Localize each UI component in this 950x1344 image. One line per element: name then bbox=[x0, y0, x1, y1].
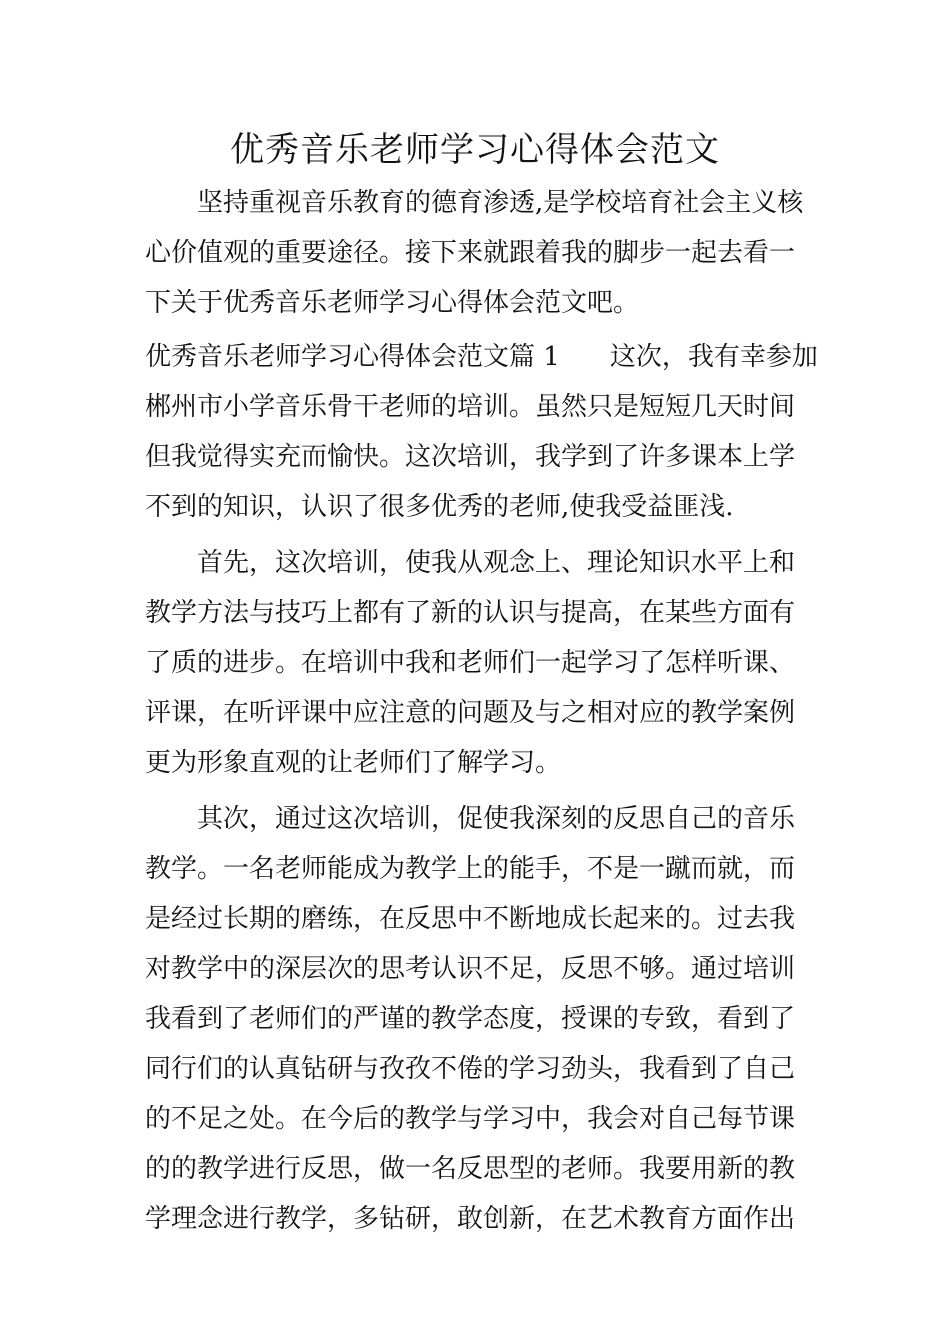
document-title: 优秀音乐老师学习心得体会范文 bbox=[230, 130, 720, 170]
section-paragraph bbox=[145, 332, 818, 532]
paragraph-line: 教学方法与技巧上都有了新的认识与提高，在某些方面有 bbox=[145, 598, 796, 628]
paragraph-line: 但我觉得实充而愉快。这次培训，我学到了许多课本上学 bbox=[145, 442, 796, 472]
intro-paragraph bbox=[145, 178, 810, 328]
paragraph-first bbox=[145, 538, 810, 788]
section-first-line bbox=[145, 332, 818, 382]
intro-line: 坚持重视音乐教育的德育渗透,是学校培育社会主义核 bbox=[197, 188, 804, 218]
paragraph-line: 对教学中的深层次的思考认识不足，反思不够。通过培训 bbox=[145, 954, 796, 984]
paragraph-line: 同行们的认真钻研与孜孜不倦的学习劲头，我看到了自己 bbox=[145, 1054, 796, 1084]
paragraph-line: 首先，这次培训，使我从观念上、理论知识水平上和 bbox=[197, 548, 796, 578]
intro-line: 心价值观的重要途径。接下来就跟着我的脚步一起去看一 bbox=[145, 238, 796, 268]
section-first-line-text: 这次，我有幸参加 bbox=[609, 342, 818, 372]
paragraph-line: 了质的进步。在培训中我和老师们一起学习了怎样听课、 bbox=[145, 648, 796, 678]
paragraph-line: 学理念进行教学，多钻研，敢创新，在艺术教育方面作出 bbox=[145, 1204, 796, 1234]
paragraph-line: 的不足之处。在今后的教学与学习中，我会对自己每节课 bbox=[145, 1104, 796, 1134]
section-heading: 优秀音乐老师学习心得体会范文篇 1 bbox=[145, 342, 560, 372]
paragraph-line: 的的教学进行反思，做一名反思型的老师。我要用新的教 bbox=[145, 1154, 796, 1184]
paragraph-line: 是经过长期的磨练，在反思中不断地成长起来的。过去我 bbox=[145, 904, 796, 934]
paragraph-line: 更为形象直观的让老师们了解学习。 bbox=[145, 748, 562, 778]
paragraph-line: 不到的知识，认识了很多优秀的老师,使我受益匪浅. bbox=[145, 492, 734, 522]
paragraph-second bbox=[145, 794, 810, 1244]
document-body bbox=[145, 178, 818, 1244]
paragraph-line: 我看到了老师们的严谨的教学态度，授课的专致，看到了 bbox=[145, 1004, 796, 1034]
paragraph-line: 教学。一名老师能成为教学上的能手，不是一蹴而就，而 bbox=[145, 854, 796, 884]
paragraph-line: 其次，通过这次培训，促使我深刻的反思自己的音乐 bbox=[197, 804, 796, 834]
paragraph-line: 评课，在听评课中应注意的问题及与之相对应的教学案例 bbox=[145, 698, 796, 728]
paragraph-line: 郴州市小学音乐骨干老师的培训。虽然只是短短几天时间 bbox=[145, 392, 796, 422]
intro-line: 下关于优秀音乐老师学习心得体会范文吧。 bbox=[145, 288, 640, 318]
